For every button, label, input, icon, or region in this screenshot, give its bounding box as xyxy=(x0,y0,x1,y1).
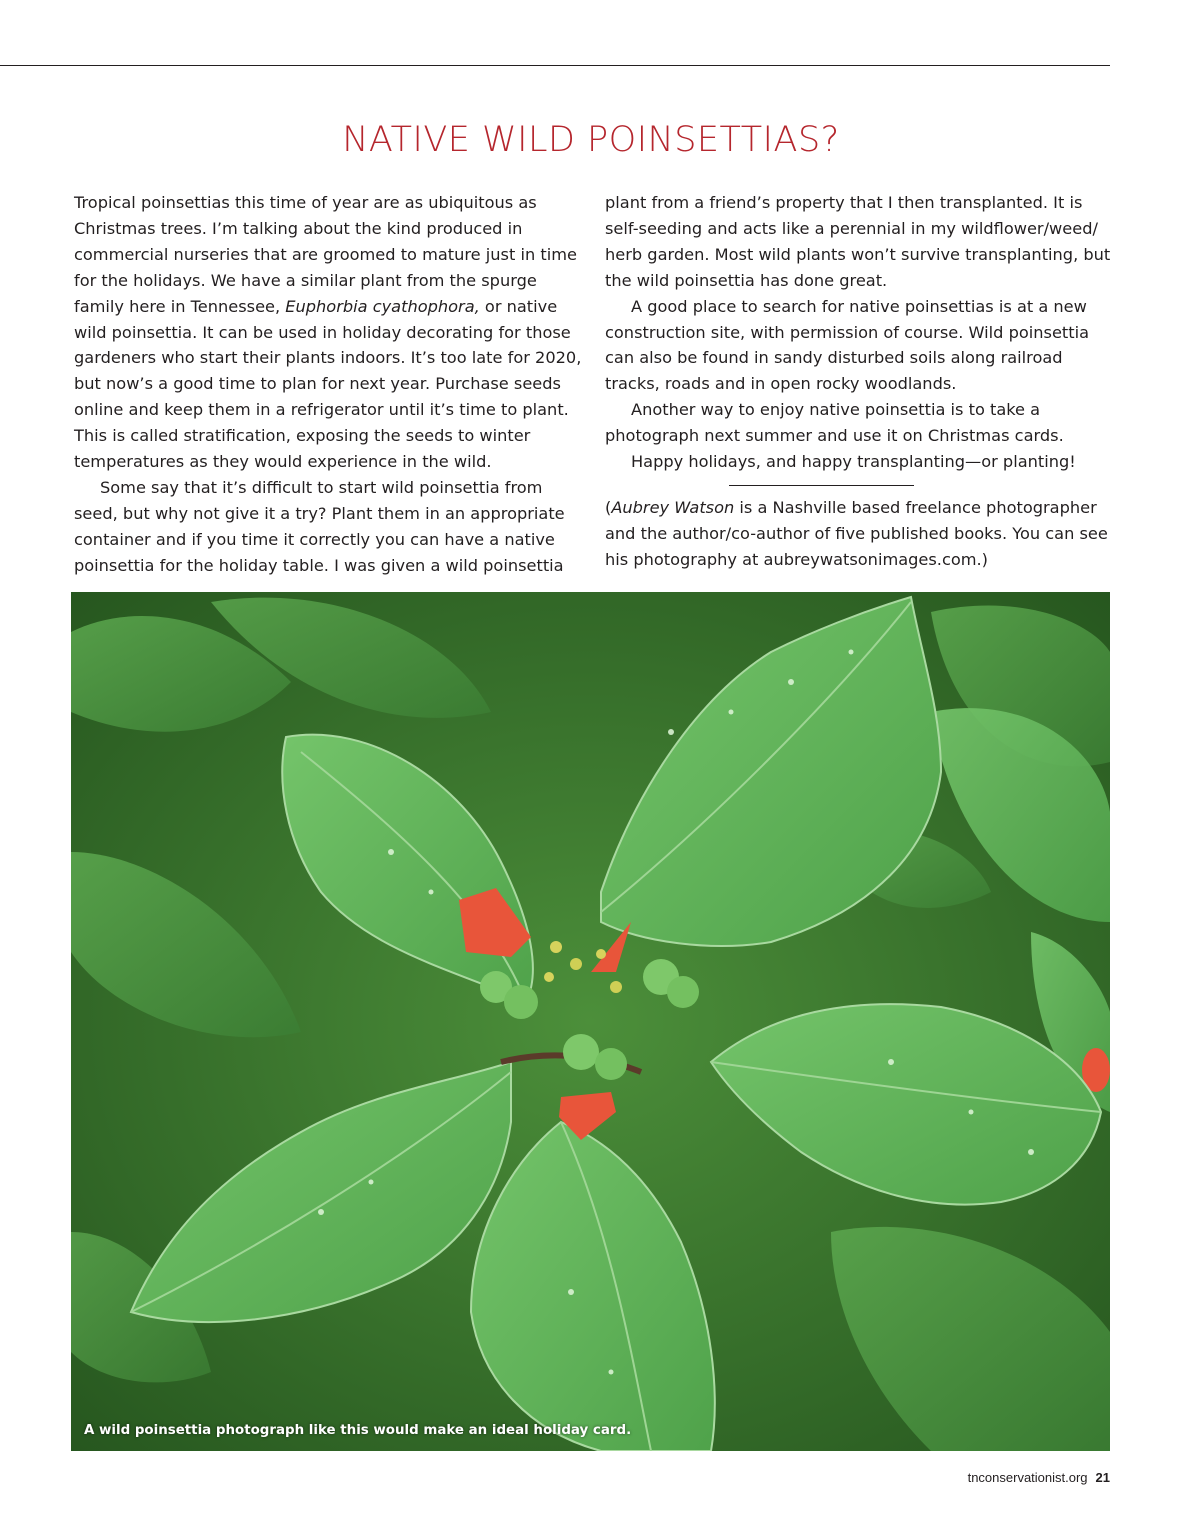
flower-bud xyxy=(570,958,582,970)
flower-bud xyxy=(596,949,606,959)
poinsettia-photo xyxy=(71,592,1110,1451)
page-number: 21 xyxy=(1095,1470,1110,1485)
flower-bud xyxy=(610,981,622,993)
seed-pod xyxy=(667,976,699,1008)
footer-site: tnconservationist.org xyxy=(967,1470,1088,1485)
photo-caption: A wild poinsettia photograph like this would make an ideal holiday card. xyxy=(84,1423,632,1438)
article-column-right xyxy=(605,190,1117,573)
page-footer xyxy=(968,1470,1110,1485)
seed-pod xyxy=(504,985,538,1019)
paragraph-2: Some say that it’s difficult to start wild poinsettia from seed, but why not give it a try? Plant them in an appropriate container and if you time it correctly you can have a native poinsettia for the holiday table. I was given a wild poinsettia xyxy=(74,477,565,575)
poinsettia-illustration xyxy=(71,592,1110,1451)
flower-bud xyxy=(544,972,554,982)
author-bio: (Aubrey Watson is a Nashville based freelance photographer and the author/co-author of five published books. You can see his photography at aubreywatsonimages.com.) xyxy=(605,497,1108,569)
bio-divider xyxy=(729,485,914,486)
paragraph-5: Happy holidays, and happy transplanting—or planting! xyxy=(631,452,1076,472)
paragraph-4: Another way to enjoy native poinsettia is to take a photograph next summer and use it on Christmas cards. xyxy=(605,400,1064,446)
seed-pod xyxy=(595,1048,627,1080)
paragraph-2-continued: plant from a friend’s property that I then transplanted. It is self-seeding and acts like a perennial in my wildflower/weed/ herb garden. Most wild plants won’t survive transplanting, but the wild poinsettia has done great. xyxy=(605,193,1111,290)
species-name: Euphorbia cyathophora, xyxy=(285,296,480,316)
paragraph-1: Tropical poinsettias this time of year are as ubiquitous as Christmas trees. I’m talking about the kind produced in commercial nurseries that are groomed to mature just in time for the holidays. We have a similar plant from the spurge family here in Tennessee, Euphorbia cyathophora, or native wild poinsettia. It can be used in holiday decorating for those gardeners who start their plants indoors. It’s too late for 2020, but now’s a good time to plan for next year. Purchase seeds online and keep them in a refrigerator until it’s time to plant. This is called stratification, exposing the seeds to winter temperatures as they would experience in the wild. xyxy=(74,193,582,472)
paragraph-3: A good place to search for native poinsettias is at a new construction site, with permission of course. Wild poinsettia can also be found in sandy disturbed soils along railroad tracks, roads and in open rocky woodlands. xyxy=(605,296,1090,394)
author-name: Aubrey Watson xyxy=(611,497,735,517)
seed-pod xyxy=(563,1034,599,1070)
flower-bud xyxy=(550,941,562,953)
article-title: NATIVE WILD POINSETTIAS? xyxy=(342,120,840,160)
article-column-left xyxy=(74,190,584,579)
top-rule xyxy=(0,65,1110,66)
